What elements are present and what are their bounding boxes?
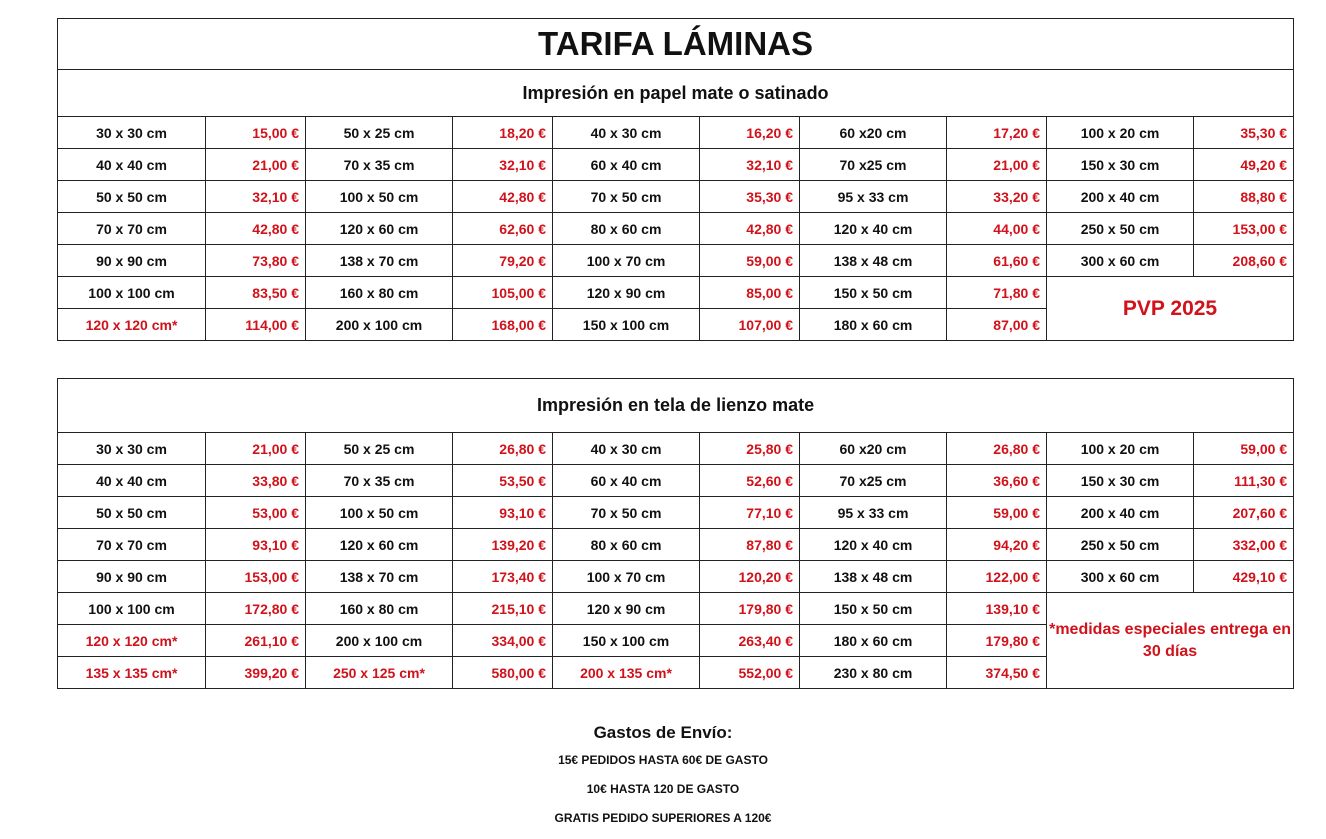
price-cell: 580,00 €: [453, 657, 553, 689]
price-cell: 16,20 €: [700, 117, 800, 149]
table-row: [58, 181, 1294, 213]
size-cell: 70 x 50 cm: [553, 497, 700, 529]
size-cell: 150 x 50 cm: [800, 593, 947, 625]
price-cell: 139,20 €: [453, 529, 553, 561]
price-cell: 26,80 €: [453, 433, 553, 465]
size-cell: 100 x 20 cm: [1047, 117, 1194, 149]
size-cell: 200 x 100 cm: [306, 625, 453, 657]
special-sizes-note: *medidas especiales entrega en 30 días: [1047, 593, 1294, 689]
price-cell: 87,00 €: [947, 309, 1047, 341]
size-cell: 40 x 40 cm: [58, 149, 206, 181]
price-cell: 429,10 €: [1194, 561, 1294, 593]
price-cell: 25,80 €: [700, 433, 800, 465]
shipping-line: 15€ PEDIDOS HASTA 60€ DE GASTO: [558, 753, 768, 767]
shipping-line: 10€ HASTA 120 DE GASTO: [586, 782, 740, 796]
price-cell: 334,00 €: [453, 625, 553, 657]
size-cell: 180 x 60 cm: [800, 309, 947, 341]
price-cell: 93,10 €: [206, 529, 306, 561]
price-cell: 44,00 €: [947, 213, 1047, 245]
price-cell: 87,80 €: [700, 529, 800, 561]
size-cell: 200 x 100 cm: [306, 309, 453, 341]
canvas-price-table: [57, 378, 1294, 689]
size-cell: 50 x 50 cm: [58, 181, 206, 213]
price-cell: 172,80 €: [206, 593, 306, 625]
price-cell: 122,00 €: [947, 561, 1047, 593]
price-cell: 215,10 €: [453, 593, 553, 625]
price-cell: 88,80 €: [1194, 181, 1294, 213]
price-cell: 374,50 €: [947, 657, 1047, 689]
price-cell: 21,00 €: [947, 149, 1047, 181]
size-cell: 300 x 60 cm: [1047, 245, 1194, 277]
size-cell: 80 x 60 cm: [553, 529, 700, 561]
size-cell: 50 x 50 cm: [58, 497, 206, 529]
size-cell: 230 x 80 cm: [800, 657, 947, 689]
size-cell: 300 x 60 cm: [1047, 561, 1194, 593]
price-cell: 73,80 €: [206, 245, 306, 277]
size-cell: 120 x 90 cm: [553, 277, 700, 309]
size-cell: 70 x25 cm: [800, 149, 947, 181]
price-cell: 33,20 €: [947, 181, 1047, 213]
size-cell: 150 x 100 cm: [553, 625, 700, 657]
table-row: [58, 465, 1294, 497]
size-cell: 120 x 40 cm: [800, 529, 947, 561]
price-cell: 26,80 €: [947, 433, 1047, 465]
price-cell: 332,00 €: [1194, 529, 1294, 561]
size-cell: 70 x25 cm: [800, 465, 947, 497]
price-cell: 59,00 €: [1194, 433, 1294, 465]
price-cell: 49,20 €: [1194, 149, 1294, 181]
size-cell: 150 x 100 cm: [553, 309, 700, 341]
price-cell: 105,00 €: [453, 277, 553, 309]
price-cell: 18,20 €: [453, 117, 553, 149]
price-cell: 53,00 €: [206, 497, 306, 529]
table-row: [58, 433, 1294, 465]
paper-subtitle: Impresión en papel mate o satinado: [58, 70, 1294, 117]
price-cell: 35,30 €: [700, 181, 800, 213]
price-cell: 83,50 €: [206, 277, 306, 309]
price-cell: 77,10 €: [700, 497, 800, 529]
shipping-info: [0, 720, 1326, 833]
table-row: [58, 277, 1294, 309]
price-cell: 120,20 €: [700, 561, 800, 593]
price-cell: 62,60 €: [453, 213, 553, 245]
canvas-subtitle: Impresión en tela de lienzo mate: [58, 379, 1294, 433]
price-cell: 173,40 €: [453, 561, 553, 593]
size-cell: 60 x20 cm: [800, 117, 947, 149]
size-cell: 70 x 70 cm: [58, 529, 206, 561]
size-cell: 180 x 60 cm: [800, 625, 947, 657]
size-cell: 150 x 30 cm: [1047, 149, 1194, 181]
price-cell: 52,60 €: [700, 465, 800, 497]
size-cell: 120 x 40 cm: [800, 213, 947, 245]
size-cell: 120 x 120 cm*: [58, 309, 206, 341]
price-cell: 79,20 €: [453, 245, 553, 277]
price-cell: 59,00 €: [700, 245, 800, 277]
price-cell: 208,60 €: [1194, 245, 1294, 277]
size-cell: 138 x 48 cm: [800, 245, 947, 277]
table-row: [58, 117, 1294, 149]
price-cell: 71,80 €: [947, 277, 1047, 309]
table-row: [58, 497, 1294, 529]
size-cell: 40 x 40 cm: [58, 465, 206, 497]
price-cell: 42,80 €: [453, 181, 553, 213]
size-cell: 60 x20 cm: [800, 433, 947, 465]
price-cell: 42,80 €: [206, 213, 306, 245]
table-row: [58, 529, 1294, 561]
size-cell: 90 x 90 cm: [58, 561, 206, 593]
size-cell: 135 x 135 cm*: [58, 657, 206, 689]
size-cell: 120 x 90 cm: [553, 593, 700, 625]
price-cell: 59,00 €: [947, 497, 1047, 529]
price-cell: 36,60 €: [947, 465, 1047, 497]
size-cell: 100 x 20 cm: [1047, 433, 1194, 465]
price-cell: 42,80 €: [700, 213, 800, 245]
size-cell: 100 x 50 cm: [306, 497, 453, 529]
size-cell: 70 x 35 cm: [306, 465, 453, 497]
price-cell: 552,00 €: [700, 657, 800, 689]
size-cell: 60 x 40 cm: [553, 149, 700, 181]
size-cell: 160 x 80 cm: [306, 593, 453, 625]
shipping-heading: Gastos de Envío:: [593, 723, 733, 742]
price-cell: 114,00 €: [206, 309, 306, 341]
table-row: [58, 213, 1294, 245]
price-cell: 168,00 €: [453, 309, 553, 341]
size-cell: 120 x 120 cm*: [58, 625, 206, 657]
size-cell: 30 x 30 cm: [58, 117, 206, 149]
size-cell: 80 x 60 cm: [553, 213, 700, 245]
price-cell: 153,00 €: [1194, 213, 1294, 245]
size-cell: 150 x 50 cm: [800, 277, 947, 309]
table-row: [58, 593, 1294, 625]
price-cell: 17,20 €: [947, 117, 1047, 149]
table-row: [58, 245, 1294, 277]
price-cell: 85,00 €: [700, 277, 800, 309]
size-cell: 250 x 125 cm*: [306, 657, 453, 689]
price-cell: 399,20 €: [206, 657, 306, 689]
price-cell: 35,30 €: [1194, 117, 1294, 149]
price-cell: 15,00 €: [206, 117, 306, 149]
price-cell: 139,10 €: [947, 593, 1047, 625]
size-cell: 70 x 70 cm: [58, 213, 206, 245]
size-cell: 100 x 70 cm: [553, 561, 700, 593]
size-cell: 200 x 40 cm: [1047, 181, 1194, 213]
size-cell: 90 x 90 cm: [58, 245, 206, 277]
price-cell: 179,80 €: [700, 593, 800, 625]
pvp-label: PVP 2025: [1047, 277, 1294, 341]
size-cell: 40 x 30 cm: [553, 433, 700, 465]
size-cell: 60 x 40 cm: [553, 465, 700, 497]
price-cell: 53,50 €: [453, 465, 553, 497]
size-cell: 40 x 30 cm: [553, 117, 700, 149]
size-cell: 50 x 25 cm: [306, 433, 453, 465]
price-cell: 263,40 €: [700, 625, 800, 657]
price-cell: 32,10 €: [453, 149, 553, 181]
size-cell: 95 x 33 cm: [800, 497, 947, 529]
size-cell: 250 x 50 cm: [1047, 529, 1194, 561]
size-cell: 70 x 35 cm: [306, 149, 453, 181]
size-cell: 138 x 48 cm: [800, 561, 947, 593]
size-cell: 100 x 50 cm: [306, 181, 453, 213]
size-cell: 70 x 50 cm: [553, 181, 700, 213]
size-cell: 200 x 40 cm: [1047, 497, 1194, 529]
price-cell: 32,10 €: [206, 181, 306, 213]
table-row: [58, 149, 1294, 181]
price-cell: 179,80 €: [947, 625, 1047, 657]
size-cell: 30 x 30 cm: [58, 433, 206, 465]
size-cell: 95 x 33 cm: [800, 181, 947, 213]
size-cell: 120 x 60 cm: [306, 213, 453, 245]
price-cell: 207,60 €: [1194, 497, 1294, 529]
price-cell: 261,10 €: [206, 625, 306, 657]
paper-price-table: [57, 18, 1294, 341]
table-row: [58, 561, 1294, 593]
price-cell: 21,00 €: [206, 149, 306, 181]
size-cell: 138 x 70 cm: [306, 245, 453, 277]
size-cell: 138 x 70 cm: [306, 561, 453, 593]
price-cell: 32,10 €: [700, 149, 800, 181]
price-cell: 94,20 €: [947, 529, 1047, 561]
page-title: TARIFA LÁMINAS: [58, 19, 1294, 70]
size-cell: 200 x 135 cm*: [553, 657, 700, 689]
size-cell: 250 x 50 cm: [1047, 213, 1194, 245]
price-cell: 93,10 €: [453, 497, 553, 529]
size-cell: 150 x 30 cm: [1047, 465, 1194, 497]
price-cell: 107,00 €: [700, 309, 800, 341]
size-cell: 100 x 70 cm: [553, 245, 700, 277]
price-cell: 21,00 €: [206, 433, 306, 465]
price-cell: 153,00 €: [206, 561, 306, 593]
price-cell: 61,60 €: [947, 245, 1047, 277]
size-cell: 100 x 100 cm: [58, 277, 206, 309]
size-cell: 50 x 25 cm: [306, 117, 453, 149]
price-cell: 33,80 €: [206, 465, 306, 497]
shipping-line: GRATIS PEDIDO SUPERIORES A 120€: [554, 811, 772, 825]
price-cell: 111,30 €: [1194, 465, 1294, 497]
size-cell: 160 x 80 cm: [306, 277, 453, 309]
size-cell: 120 x 60 cm: [306, 529, 453, 561]
size-cell: 100 x 100 cm: [58, 593, 206, 625]
